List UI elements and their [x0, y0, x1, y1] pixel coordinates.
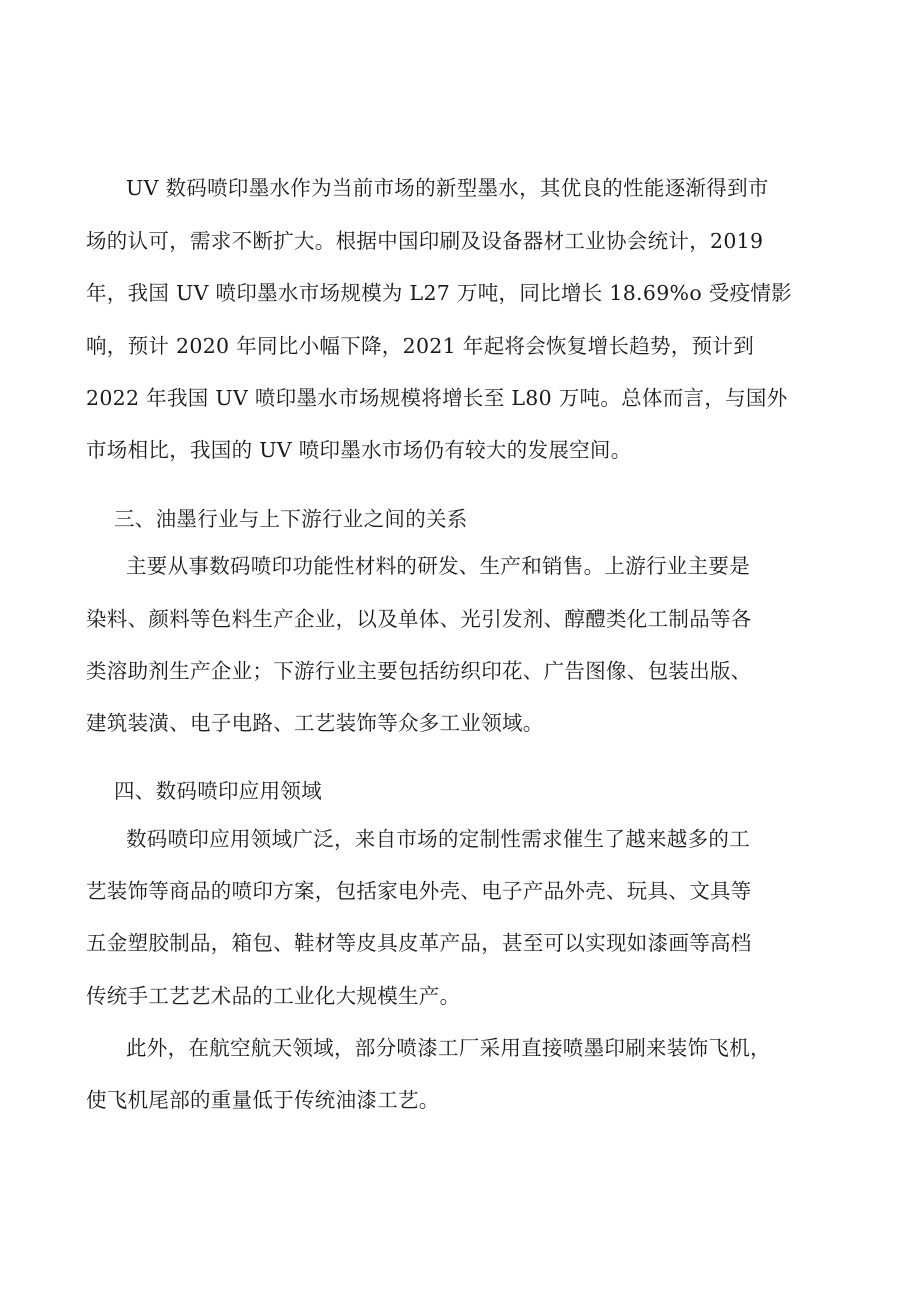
- paragraph-line: 使飞机尾部的重量低于传统油漆工艺。: [86, 1088, 440, 1112]
- paragraph-line: 场的认可，需求不断扩大。根据中国印刷及设备器材工业协会统计，2019: [86, 229, 764, 253]
- paragraph-line: 年，我国 UV 喷印墨水市场规模为 L27 万吨，同比增长 18.69%o 受疫情影: [86, 281, 792, 305]
- paragraph-line: 五金塑胶制品，箱包、鞋材等皮具皮革产品，甚至可以实现如漆画等高档: [86, 931, 752, 955]
- paragraph-line: 主要从事数码喷印功能性材料的研发、生产和销售。上游行业主要是: [126, 554, 750, 578]
- paragraph-line: 2022 年我国 UV 喷印墨水市场规模将增长至 L80 万吨。总体而言，与国外: [86, 386, 788, 410]
- section-heading: 四、数码喷印应用领域: [114, 779, 322, 803]
- paragraph-line: 建筑装潢、电子电路、工艺装饰等众多工业领域。: [86, 711, 544, 735]
- paragraph-line: 数码喷印应用领域广泛，来自市场的定制性需求催生了越来越多的工: [126, 827, 750, 851]
- section-heading: 三、油墨行业与上下游行业之间的关系: [114, 507, 468, 531]
- paragraph-line: 市场相比，我国的 UV 喷印墨水市场仍有较大的发展空间。: [86, 438, 632, 462]
- paragraph-line: 响，预计 2020 年同比小幅下降，2021 年起将会恢复增长趋势，预计到: [86, 334, 754, 358]
- paragraph-line: 艺装饰等商品的喷印方案，包括家电外壳、电子产品外壳、玩具、文具等: [86, 879, 752, 903]
- paragraph-line: 染料、颜料等色料生产企业，以及单体、光引发剂、醇醴类化工制品等各: [86, 607, 752, 631]
- paragraph-line: UV 数码喷印墨水作为当前市场的新型墨水，其优良的性能逐渐得到市: [126, 176, 769, 200]
- paragraph-line: 类溶助剂生产企业；下游行业主要包括纺织印花、广告图像、包装出版、: [86, 659, 752, 683]
- paragraph-line: 传统手工艺艺术品的工业化大规模生产。: [86, 984, 461, 1008]
- paragraph-line: 此外，在航空航天领域，部分喷漆工厂采用直接喷墨印刷来装饰飞机，: [126, 1036, 771, 1060]
